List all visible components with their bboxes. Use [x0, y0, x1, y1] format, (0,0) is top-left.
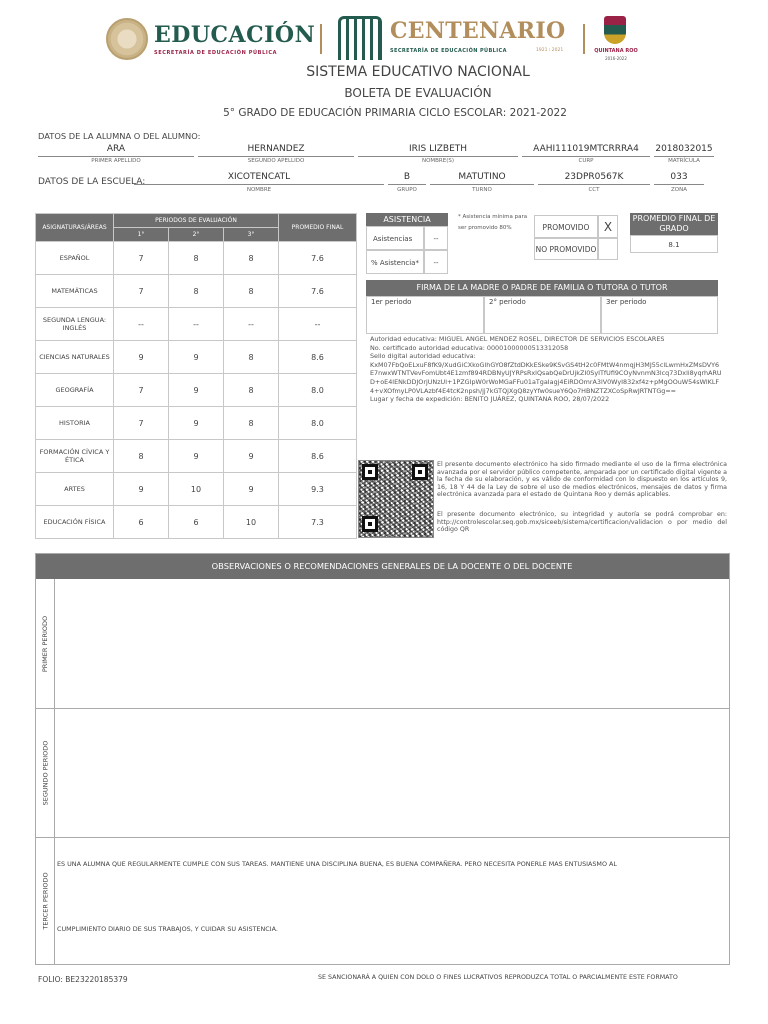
no-promovido-label: NO PROMOVIDO	[534, 238, 598, 260]
periods-header: PERIODOS DE EVALUACIÓN	[114, 214, 279, 228]
nombres-field: IRIS LIZBETH	[358, 143, 518, 157]
national-seal-icon	[106, 18, 148, 60]
grade-p3: 8	[224, 242, 279, 275]
grupo-field: B	[388, 171, 426, 185]
grades-table	[35, 213, 357, 539]
subject-name: EDUCACIÓN FÍSICA	[36, 506, 114, 539]
primer-apellido-field: ARA	[38, 143, 194, 157]
tercer-periodo-text: TERCER PERIODO	[41, 871, 50, 930]
subject-name: GEOGRAFÍA	[36, 374, 114, 407]
table-row	[36, 473, 357, 506]
signature-header: FIRMA DE LA MADRE O PADRE DE FAMILIA O TUTORA O TUTOR	[366, 280, 718, 296]
grade-p2: 10	[169, 473, 224, 506]
quintana-roo-logo-years: 2016-2022	[605, 56, 627, 61]
educacion-logo-word: EDUCACIÓN	[154, 22, 316, 48]
grade-p2: 9	[169, 407, 224, 440]
school-name-field: XICOTENCATL	[134, 171, 384, 185]
subject-name: ARTES	[36, 473, 114, 506]
curp-caption: CURP	[578, 158, 594, 164]
grade-p2: 8	[169, 275, 224, 308]
educacion-logo-sub: SECRETARÍA DE EDUCACIÓN PÚBLICA	[154, 50, 278, 56]
subject-header: ASIGNATURAS/ÁREAS	[36, 214, 114, 242]
subject-name: ESPAÑOL	[36, 242, 114, 275]
grade-p3: 8	[224, 341, 279, 374]
grade-final: 7.6	[279, 275, 357, 308]
grade-p1: 7	[114, 275, 169, 308]
table-row	[36, 308, 357, 341]
grade-p1: 7	[114, 407, 169, 440]
promovido-label: PROMOVIDO	[534, 215, 598, 238]
row-divider	[36, 837, 729, 838]
grade-final: 7.6	[279, 242, 357, 275]
tercer-periodo-observation-line1: ES UNA ALUMNA QUE REGULARMENTE CUMPLE CON SUS TAREAS. MANTIENE UNA DISCIPLINA BUENA, ES BUENA COMPAÑERA. PERO NECESITA PONERLE MAS ENTUSIASMO AL	[57, 860, 617, 868]
legal-paragraph-1: El presente documento electrónico ha sido firmado mediante el uso de la firma electrónica avanzada por el servidor público competente, amparada por un certificado digital vigente a la fecha de su elaboración, y es válido de conformidad con lo dispuesto en los artículos 9, 16, 18 Y 44 de la Ley de sobre el uso de medios electrónicos, mensajes de datos y firma electrónica avanzada para el estado de Quintana Roo y demás aplicables.	[437, 461, 727, 499]
subject-name: CIENCIAS NATURALES	[36, 341, 114, 374]
student-data-label: DATOS DE LA ALUMNA O DEL ALUMNO:	[38, 131, 201, 141]
grade-p1: 7	[114, 374, 169, 407]
signature-period2: 2° periodo	[484, 296, 601, 334]
promedio-final-header: PROMEDIO FINAL DE GRADO	[630, 213, 718, 235]
period1-header: 1°	[114, 228, 169, 242]
table-row	[36, 407, 357, 440]
observations-section	[35, 553, 730, 965]
footer-warning: SE SANCIONARÁ A QUIEN CON DOLO O FINES LUCRATIVOS REPRODUZCA TOTAL O PARCIALMENTE ESTE FORMATO	[318, 974, 678, 981]
zona-field: 033	[654, 171, 704, 185]
grade-p1: 8	[114, 440, 169, 473]
subject-name: SEGUNDA LENGUA: INGLÉS	[36, 308, 114, 341]
nombres-caption: NOMBRE(S)	[421, 158, 455, 164]
authority-name: Autoridad educativa: MIGUEL ANGEL MENDEZ ROSEL, DIRECTOR DE SERVICIOS ESCOLARES	[370, 335, 665, 343]
segundo-periodo-label	[36, 708, 55, 837]
curp-field: AAHI111019MTCRRRA4	[522, 143, 650, 157]
grade-final: 8.6	[279, 341, 357, 374]
porcentaje-value: --	[424, 250, 448, 274]
row-divider	[36, 708, 729, 709]
segundo-apellido-field: HERNANDEZ	[198, 143, 354, 157]
promedio-final-value: 8.1	[630, 235, 718, 253]
grade-final: 8.0	[279, 374, 357, 407]
matricula-field: 2018032015	[654, 143, 714, 157]
table-row	[36, 374, 357, 407]
school-name-caption: NOMBRE	[246, 187, 272, 193]
table-row	[36, 275, 357, 308]
centenario-logo-years: 1921 ⁝ 2021	[536, 48, 564, 53]
grade-p3: 8	[224, 407, 279, 440]
grade-p2: 6	[169, 506, 224, 539]
porcentaje-label: % Asistencia*	[366, 250, 424, 274]
table-row	[36, 341, 357, 374]
authority-seal-value: KxM07FbQoELxuF8fK9/XudGiCXkoGlhGYO8fZtdDKkESke9KSvGS4tH2c0FMtW4nmqjH3MJ55clLwmHxZMsDVY6E7nwxWTNTVevFomUbt4E1zmf894RDBNyUJYRPsRxlQsabQeDrUjkZI0SyITfUfi9COyNvnmN3lcq73Dxli8yqrhARUD+oE4lENkDDJOrjUNzUl+1PZGIpW0rWoMGaFFu01aTgaIagj4EiRDOmrA3lV0WyI832xf4z+pMgOOuW54sWlKLF4+vXOfmyLP0VLAzbf4E4tcK2npsh/jj7kGTQjXgQ8zyYfw0sueY6Qo7HBNZTZXCoSpRwJRTNTGg==	[370, 360, 722, 395]
grade-p3: 9	[224, 473, 279, 506]
grade-final: 7.3	[279, 506, 357, 539]
header-logos	[0, 14, 768, 66]
grade-p1: 7	[114, 242, 169, 275]
observations-header: OBSERVACIONES O RECOMENDACIONES GENERALES DE LA DOCENTE O DEL DOCENTE	[55, 554, 729, 579]
grade-p2: 9	[169, 440, 224, 473]
tercer-periodo-observation-line2: CUMPLIMIENTO DIARIO DE SUS TRABAJOS, Y CUIDAR SU ASISTENCIA.	[57, 925, 278, 933]
educacion-logo	[106, 18, 316, 64]
grade-p3: 8	[224, 374, 279, 407]
subject-name: MATEMÁTICAS	[36, 275, 114, 308]
cct-field: 23DPR0567K	[538, 171, 650, 185]
authority-place-date: Lugar y fecha de expedición: BENITO JUÁREZ, QUINTANA ROO, 28/07/2022	[370, 395, 610, 404]
qr-code-icon	[358, 460, 434, 538]
arch-icon	[338, 16, 382, 60]
asistencias-label: Asistencias	[366, 226, 424, 250]
centenario-logo-sub: SECRETARÍA DE EDUCACIÓN PÚBLICA	[390, 48, 507, 54]
grade-p1: 6	[114, 506, 169, 539]
grade-p1: 9	[114, 473, 169, 506]
table-row	[36, 506, 357, 539]
authority-seal-label: Sello digital autoridad educativa:	[370, 352, 476, 361]
tercer-periodo-label	[36, 837, 55, 964]
quintana-roo-logo	[590, 16, 642, 66]
promovido-mark: X	[598, 215, 618, 238]
attendance-note: * Asistencia mínima para ser promovido 80%	[458, 214, 528, 231]
subject-name: FORMACIÓN CÍVICA Y ÉTICA	[36, 440, 114, 473]
centenario-logo	[338, 16, 578, 64]
logo-divider	[583, 24, 585, 54]
cct-caption: CCT	[588, 187, 600, 193]
zona-caption: ZONA	[671, 187, 687, 193]
subject-name: HISTORIA	[36, 407, 114, 440]
state-shield-icon	[604, 16, 626, 44]
segundo-periodo-text: SEGUNDO PERIODO	[41, 740, 50, 805]
grade-p2: --	[169, 308, 224, 341]
grade-final: 8.0	[279, 407, 357, 440]
folio: FOLIO: BE23220185379	[38, 975, 128, 984]
signature-period1: 1er periodo	[366, 296, 484, 334]
primer-periodo-label	[36, 579, 55, 708]
title-grado-ciclo: 5° GRADO DE EDUCACIÓN PRIMARIA CICLO ESCOLAR: 2021-2022	[223, 107, 567, 119]
primer-apellido-caption: PRIMER APELLIDO	[91, 158, 141, 164]
segundo-apellido-caption: SEGUNDO APELLIDO	[247, 158, 305, 164]
asistencias-value: --	[424, 226, 448, 250]
signature-period3: 3er periodo	[601, 296, 718, 334]
turno-field: MATUTINO	[430, 171, 534, 185]
title-sistema: SISTEMA EDUCATIVO NACIONAL	[306, 64, 530, 80]
turno-caption: TURNO	[472, 187, 492, 193]
grade-final: 8.6	[279, 440, 357, 473]
attendance-header: ASISTENCIA	[366, 213, 448, 226]
observations-header-corner	[36, 554, 55, 579]
quintana-roo-logo-text: QUINTANA ROO	[594, 48, 638, 54]
grade-p2: 9	[169, 341, 224, 374]
grade-p3: 10	[224, 506, 279, 539]
legal-paragraph-2: El presente documento electrónico, su integridad y autoría se podrá comprobar en: http://controlescolar.seq.gob.mx/siceeb/sistema/certificacion/validacion o por medio del código QR	[437, 511, 727, 534]
authority-certificate: No. certificado autoridad educativa: 00001000000513312058	[370, 343, 569, 352]
table-row	[36, 440, 357, 473]
table-row	[36, 242, 357, 275]
grade-p2: 9	[169, 374, 224, 407]
no-promovido-mark	[598, 238, 618, 260]
grupo-caption: GRUPO	[397, 187, 417, 193]
grade-p3: --	[224, 308, 279, 341]
period2-header: 2°	[169, 228, 224, 242]
matricula-caption: MATRÍCULA	[668, 158, 700, 164]
grade-final: --	[279, 308, 357, 341]
logo-divider	[320, 24, 322, 54]
grade-p1: --	[114, 308, 169, 341]
grade-p1: 9	[114, 341, 169, 374]
grade-p2: 8	[169, 242, 224, 275]
authority-block	[370, 335, 722, 404]
grade-final: 9.3	[279, 473, 357, 506]
grade-p3: 9	[224, 440, 279, 473]
final-header: PROMEDIO FINAL	[279, 214, 357, 242]
grade-p3: 8	[224, 275, 279, 308]
centenario-logo-word: CENTENARIO	[390, 18, 566, 44]
title-boleta: BOLETA DE EVALUACIÓN	[344, 86, 492, 100]
school-data-label: DATOS DE LA ESCUELA:	[38, 177, 146, 187]
period3-header: 3°	[224, 228, 279, 242]
primer-periodo-text: PRIMER PERIODO	[41, 615, 50, 672]
